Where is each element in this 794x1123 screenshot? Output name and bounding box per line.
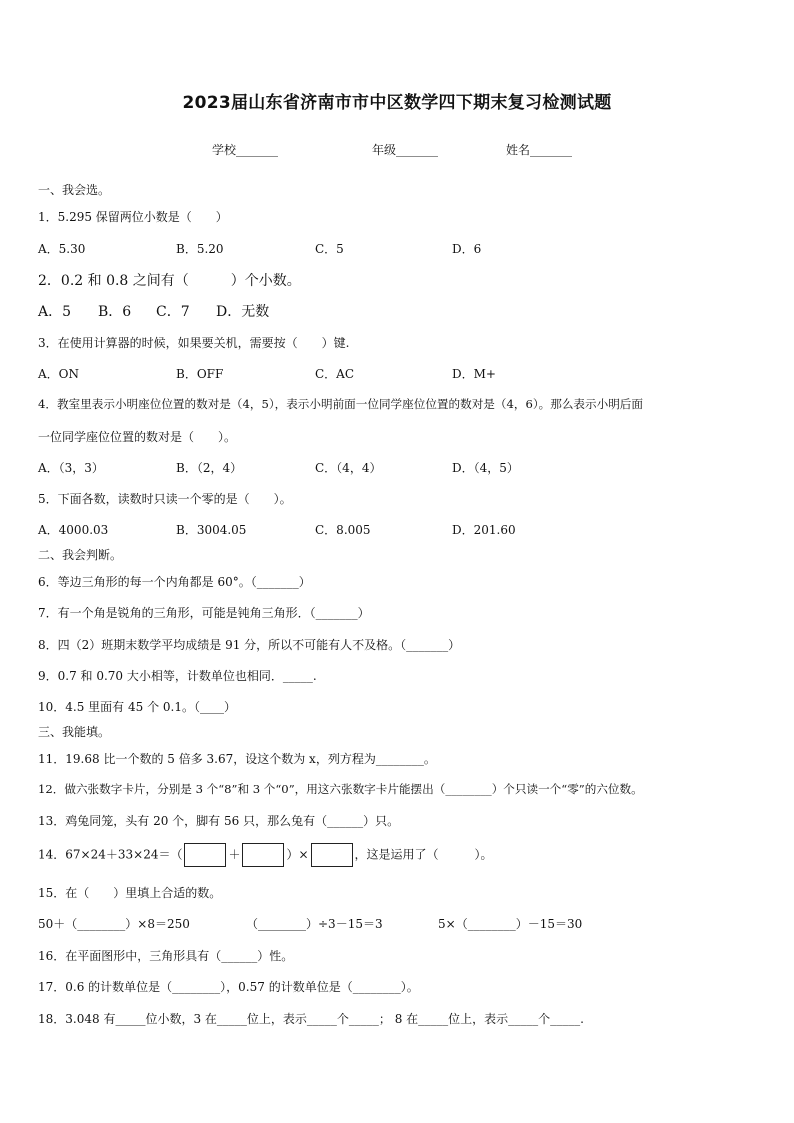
equation-3: 5×（________）－15＝30 (438, 917, 583, 931)
option-d: D．201.60 (452, 523, 516, 537)
question-7: 7．有一个角是锐角的三角形，可能是钝角三角形．（_______） (38, 606, 370, 620)
question-10: 10．4.5 里面有 45 个 0.1。（____） (38, 700, 236, 714)
section-heading-fill: 三、我能填。 (38, 725, 111, 739)
equation-1: 50＋（________）×8＝250 (38, 917, 190, 931)
question-11: 11．19.68 比一个数的 5 倍多 3.67，设这个数为 x，列方程为________。 (38, 752, 436, 766)
equation-2: （________）÷3－15＝3 (246, 917, 383, 931)
question-5: 5．下面各数，读数时只读一个零的是（ ）。 (38, 492, 292, 506)
name-field: 姓名_______ (506, 143, 573, 157)
question-1: 1．5.295 保留两位小数是（ ） (38, 210, 228, 224)
question-16: 16．在平面图形中，三角形具有（______）性。 (38, 949, 294, 963)
option-d: D．无数 (216, 304, 270, 320)
option-c: C．7 (156, 304, 190, 320)
option-d: D．（4，5） (452, 461, 519, 475)
option-b: B．OFF (176, 367, 224, 381)
section-heading-choice: 一、我会选。 (38, 183, 111, 197)
question-14-part-2: ）× (286, 847, 309, 862)
option-b: B．5.20 (176, 242, 224, 256)
option-c: C．8.005 (315, 523, 371, 537)
answer-box[interactable] (311, 843, 353, 867)
question-2: 2．0.2 和 0.8 之间有（ ）个小数。 (38, 273, 301, 289)
option-c: C．（4，4） (315, 461, 382, 475)
question-4-line-1: 4．教室里表示小明座位位置的数对是（4，5），表示小明前面一位同学座位位置的数对是（4，6）。那么表示小明后面 (38, 397, 643, 411)
question-18: 18．3.048 有_____位小数，3 在_____位上，表示_____个_____； 8 在_____位上，表示_____个_____. (38, 1012, 584, 1026)
question-14-part-1: 14．67×24＋33×24＝（ (38, 847, 183, 862)
section-heading-judge: 二、我会判断。 (38, 548, 123, 562)
option-b: B．6 (98, 304, 132, 320)
option-a: A．5 (38, 304, 72, 320)
question-6: 6．等边三角形的每一个内角都是 60°。（_______） (38, 575, 311, 589)
question-9: 9．0.7 和 0.70 大小相等，计数单位也相同．_____. (38, 669, 317, 683)
question-17: 17．0.6 的计数单位是（________），0.57 的计数单位是（________）。 (38, 980, 419, 994)
question-14-part-3: ，这是运用了（ ）。 (354, 847, 493, 862)
option-d: D．6 (452, 242, 482, 256)
question-4-line-2: 一位同学座位位置的数对是（ ）。 (38, 430, 237, 444)
option-c: C．AC (315, 367, 355, 381)
option-a: A．ON (38, 367, 80, 381)
question-3: 3．在使用计算器的时候，如果要关机，需要按（ ）键. (38, 336, 350, 350)
option-a: A．（3，3） (38, 461, 104, 475)
question-13: 13．鸡兔同笼，头有 20 个，脚有 56 只，那么兔有（______）只。 (38, 814, 400, 828)
option-a: A．5.30 (38, 242, 86, 256)
school-field: 学校_______ (212, 143, 279, 157)
question-14 (38, 843, 493, 867)
option-c: C．5 (315, 242, 344, 256)
option-b: B．（2，4） (176, 461, 243, 475)
question-12: 12．做六张数字卡片，分别是 3 个“8”和 3 个“0”，用这六张数字卡片能摆出（________）个只读一个“零”的六位数。 (38, 782, 643, 796)
option-b: B．3004.05 (176, 523, 247, 537)
exam-title: 2023届山东省济南市市中区数学四下期末复习检测试题 (182, 93, 612, 113)
question-15: 15．在（ ）里填上合适的数。 (38, 886, 222, 900)
grade-field: 年级_______ (372, 143, 439, 157)
question-8: 8．四（2）班期末数学平均成绩是 91 分，所以不可能有人不及格。（_______） (38, 638, 461, 652)
plus-sign: ＋ (228, 847, 241, 862)
option-d: D．M+ (452, 367, 496, 381)
answer-box[interactable] (184, 843, 226, 867)
option-a: A．4000.03 (38, 523, 109, 537)
answer-box[interactable] (242, 843, 284, 867)
